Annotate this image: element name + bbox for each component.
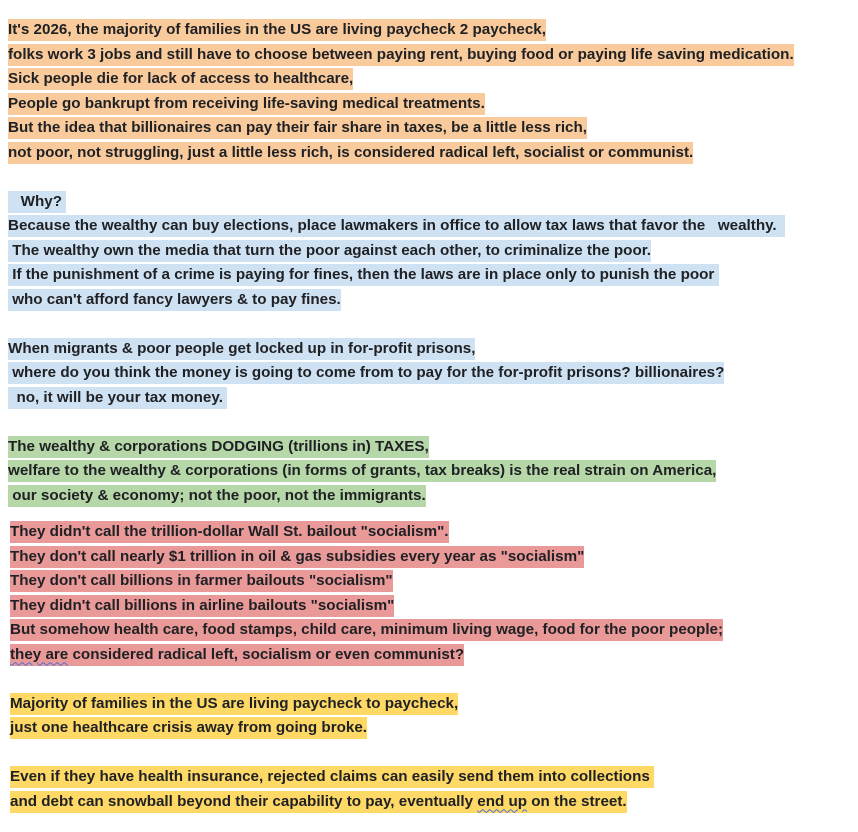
text-line: They don't call nearly $1 trillion in oil & gas subsidies every year as "socialism"	[10, 545, 854, 570]
blank-line	[8, 410, 854, 435]
blank-line	[8, 312, 854, 337]
text-line: they are considered radical left, socialism or even communist?	[10, 643, 854, 668]
text-line: folks work 3 jobs and still have to choose between paying rent, buying food or paying life saving medication.	[8, 43, 854, 68]
spellcheck-underline[interactable]: end up	[477, 792, 528, 810]
text-line: just one healthcare crisis away from going broke.	[10, 716, 854, 741]
paragraph-spacing	[8, 508, 854, 520]
paragraph-yellow	[8, 692, 854, 741]
paragraph-orange	[8, 18, 854, 165]
text-line: our society & economy; not the poor, not the immigrants.	[8, 484, 854, 509]
text-line: welfare to the wealthy & corporations (in forms of grants, tax breaks) is the real strain on America,	[8, 459, 854, 484]
text-line: not poor, not struggling, just a little less rich, is considered radical left, socialist or communist.	[8, 141, 854, 166]
paragraph-red	[8, 520, 854, 667]
paragraph-yellow-insurance	[8, 765, 854, 814]
document-body	[8, 18, 854, 814]
text-line: Even if they have health insurance, rejected claims can easily send them into collections	[10, 765, 854, 790]
text-line: The wealthy & corporations DODGING (trillions in) TAXES,	[8, 435, 854, 460]
paragraph-green	[8, 435, 854, 509]
blank-line	[8, 741, 854, 766]
text-line: They didn't call billions in airline bailouts "socialism"	[10, 594, 854, 619]
text-line: no, it will be your tax money.	[8, 386, 854, 411]
blank-line	[8, 667, 854, 692]
text-line: But somehow health care, food stamps, child care, minimum living wage, food for the poor people;	[10, 618, 854, 643]
text-line: If the punishment of a crime is paying for fines, then the laws are in place only to punish the poor	[8, 263, 854, 288]
text-line: The wealthy own the media that turn the poor against each other, to criminalize the poor.	[8, 239, 854, 264]
blank-line	[8, 165, 854, 190]
text-line: People go bankrupt from receiving life-saving medical treatments.	[8, 92, 854, 117]
text-line: where do you think the money is going to come from to pay for the for-profit prisons? billionaires?	[8, 361, 854, 386]
paragraph-blue-prisons	[8, 337, 854, 411]
text-line: Sick people die for lack of access to healthcare,	[8, 67, 854, 92]
text-line: Why?	[8, 190, 854, 215]
paragraph-blue	[8, 190, 854, 313]
spellcheck-underline[interactable]: they are	[10, 645, 69, 663]
text-line: But the idea that billionaires can pay their fair share in taxes, be a little less rich,	[8, 116, 854, 141]
text-line: They don't call billions in farmer bailouts "socialism"	[10, 569, 854, 594]
text-line: They didn't call the trillion-dollar Wall St. bailout "socialism".	[10, 520, 854, 545]
text-line: When migrants & poor people get locked up in for-profit prisons,	[8, 337, 854, 362]
text-line: and debt can snowball beyond their capability to pay, eventually end up on the street.	[10, 790, 854, 815]
text-line: It's 2026, the majority of families in the US are living paycheck 2 paycheck,	[8, 18, 854, 43]
text-line: Majority of families in the US are living paycheck to paycheck,	[10, 692, 854, 717]
text-line: Because the wealthy can buy elections, place lawmakers in office to allow tax laws that favor the wealthy.	[8, 214, 854, 239]
text-line: who can't afford fancy lawyers & to pay fines.	[8, 288, 854, 313]
